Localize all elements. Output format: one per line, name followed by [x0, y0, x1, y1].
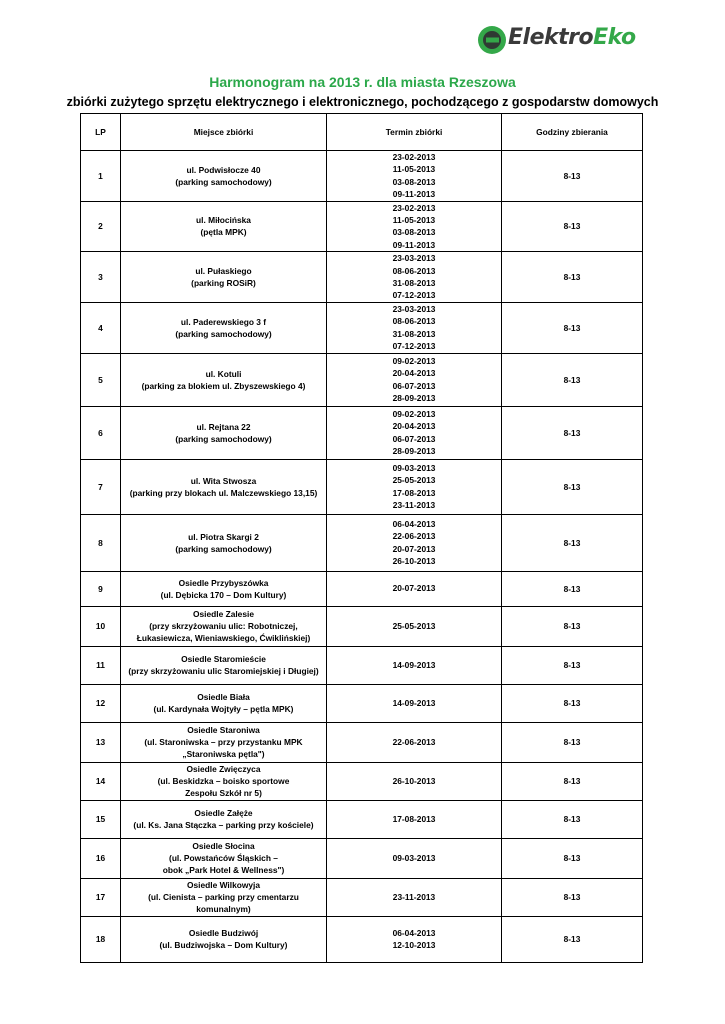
- place-line: (parking samochodowy): [175, 543, 272, 554]
- table-header-row: [81, 114, 643, 151]
- date-line: 07-12-2013: [392, 341, 436, 352]
- place-line: ul. Wita Stwosza: [190, 475, 257, 486]
- date-line: 14-09-2013: [392, 697, 436, 708]
- row-dates: [327, 201, 502, 252]
- row-hours: 8-13: [502, 151, 643, 202]
- place-line: Osiedle Słocina: [192, 841, 255, 851]
- place-line: (parking samochodowy): [175, 176, 272, 187]
- row-lp: 9: [81, 571, 121, 606]
- date-line: 11-05-2013: [392, 215, 436, 226]
- date-line: 06-07-2013: [392, 380, 436, 391]
- row-hours: 8-13: [502, 762, 643, 800]
- row-dates: [327, 838, 502, 878]
- place-line: ul. Miłocińska: [196, 215, 251, 226]
- row-dates: [327, 514, 502, 571]
- date-line: 23-11-2013: [392, 499, 436, 510]
- row-lp: 14: [81, 762, 121, 800]
- row-dates: [327, 459, 502, 514]
- date-line: 08-06-2013: [392, 316, 436, 327]
- row-hours: 8-13: [502, 722, 643, 762]
- schedule-table: [80, 113, 643, 963]
- place-line: (przy skrzyżowaniu ulic Staromiejskiej i Długiej): [128, 666, 319, 676]
- table-row: [81, 916, 643, 962]
- table-row: [81, 302, 643, 353]
- date-line: 22-06-2013: [392, 531, 436, 542]
- place-line: Osiedle Budziwój: [188, 928, 259, 938]
- document-title: Harmonogram na 2013 r. dla miasta Rzeszowa: [209, 74, 516, 90]
- row-lp: 18: [81, 916, 121, 962]
- row-dates: [327, 762, 502, 800]
- date-line: 25-05-2013: [392, 620, 436, 631]
- row-lp: 10: [81, 606, 121, 646]
- row-hours: 8-13: [502, 302, 643, 353]
- place-line: ul. Paderewskiego 3 f: [180, 316, 267, 327]
- place-line: ul. Rejtana 22: [196, 421, 251, 432]
- place-line: (ul. Cienista – parking przy cmentarzu: [148, 892, 299, 902]
- date-line: 28-09-2013: [392, 392, 436, 403]
- table-row: [81, 151, 643, 202]
- row-lp: 7: [81, 459, 121, 514]
- header-lp: LP: [81, 114, 121, 151]
- row-dates: [327, 916, 502, 962]
- row-place: [121, 684, 327, 722]
- row-lp: 5: [81, 353, 121, 406]
- place-line: (parking za blokiem ul. Zbyszewskiego 4): [141, 380, 306, 391]
- row-dates: [327, 684, 502, 722]
- place-line: (ul. Ks. Jana Stączka – parking przy kościele): [133, 820, 314, 830]
- header-dates: Termin zbiórki: [327, 114, 502, 151]
- place-line: Łukasiewicza, Wieniawskiego, Ćwiklińskiej): [136, 633, 311, 643]
- date-line: 20-04-2013: [392, 368, 436, 379]
- row-hours: 8-13: [502, 684, 643, 722]
- place-line: (ul. Budziwojska – Dom Kultury): [159, 940, 288, 950]
- place-line: Osiedle Zalesie: [193, 609, 254, 619]
- row-place: [121, 151, 327, 202]
- row-lp: 2: [81, 201, 121, 252]
- date-line: 26-10-2013: [392, 775, 436, 786]
- row-place: [121, 459, 327, 514]
- row-place: [121, 514, 327, 571]
- place-line: ul. Piotra Skargi 2: [188, 531, 259, 542]
- row-dates: [327, 151, 502, 202]
- date-line: 17-08-2013: [392, 487, 436, 498]
- row-lp: 4: [81, 302, 121, 353]
- row-lp: 11: [81, 646, 121, 684]
- date-line: 06-04-2013: [392, 927, 436, 938]
- date-line: 25-05-2013: [392, 475, 436, 486]
- row-dates: [327, 302, 502, 353]
- table-row: [81, 878, 643, 916]
- date-line: 31-08-2013: [392, 328, 436, 339]
- row-place: [121, 916, 327, 962]
- row-hours: 8-13: [502, 916, 643, 962]
- row-lp: 8: [81, 514, 121, 571]
- row-hours: 8-13: [502, 571, 643, 606]
- place-line: (ul. Beskidzka – boisko sportowe: [157, 776, 290, 786]
- row-dates: [327, 406, 502, 459]
- row-lp: 12: [81, 684, 121, 722]
- date-line: 20-07-2013: [392, 543, 436, 554]
- date-line: 17-08-2013: [392, 813, 436, 824]
- place-line: obok „Park Hotel & Wellness"): [162, 865, 285, 875]
- header-place: Miejsce zbiórki: [121, 114, 327, 151]
- date-line: 09-03-2013: [392, 852, 436, 863]
- table-row: [81, 201, 643, 252]
- row-lp: 16: [81, 838, 121, 878]
- row-place: [121, 252, 327, 303]
- row-hours: 8-13: [502, 459, 643, 514]
- row-place: [121, 722, 327, 762]
- table-row: [81, 514, 643, 571]
- place-line: Osiedle Staromieście: [181, 654, 266, 664]
- table-row: [81, 353, 643, 406]
- date-line: 09-11-2013: [392, 239, 436, 250]
- row-dates: [327, 800, 502, 838]
- place-line: (parking ROSiR): [191, 278, 256, 289]
- row-lp: 17: [81, 878, 121, 916]
- logo-e-icon: [477, 25, 507, 55]
- row-place: [121, 762, 327, 800]
- date-line: 31-08-2013: [392, 278, 436, 289]
- row-lp: 15: [81, 800, 121, 838]
- table-row: [81, 406, 643, 459]
- table-row: [81, 800, 643, 838]
- header-hours: Godziny zbierania: [502, 114, 643, 151]
- date-line: 26-10-2013: [392, 555, 436, 566]
- row-place: [121, 353, 327, 406]
- date-line: 14-09-2013: [392, 659, 436, 670]
- date-line: 22-06-2013: [392, 736, 436, 747]
- row-hours: 8-13: [502, 646, 643, 684]
- logo-part-2: Eko: [593, 25, 636, 50]
- place-line: ul. Pułaskiego: [195, 266, 252, 277]
- row-hours: 8-13: [502, 353, 643, 406]
- row-lp: 6: [81, 406, 121, 459]
- place-line: (pętla MPK): [200, 227, 247, 238]
- place-line: Osiedle Zwięczyca: [186, 764, 261, 774]
- logo-part-1: Elektro: [508, 25, 594, 50]
- date-line: 06-07-2013: [392, 433, 436, 444]
- row-hours: 8-13: [502, 800, 643, 838]
- row-hours: 8-13: [502, 514, 643, 571]
- date-line: 09-11-2013: [392, 189, 436, 200]
- place-line: (parking samochodowy): [175, 433, 272, 444]
- row-hours: 8-13: [502, 606, 643, 646]
- row-place: [121, 838, 327, 878]
- date-line: 23-02-2013: [392, 152, 436, 162]
- table-row: [81, 646, 643, 684]
- row-hours: 8-13: [502, 201, 643, 252]
- place-line: (ul. Dębicka 170 – Dom Kultury): [160, 589, 287, 600]
- row-hours: 8-13: [502, 878, 643, 916]
- row-place: [121, 800, 327, 838]
- date-line: 20-07-2013: [392, 583, 436, 594]
- row-place: [121, 606, 327, 646]
- row-dates: [327, 571, 502, 606]
- document-subtitle: zbiórki zużytego sprzętu elektrycznego i elektronicznego, pochodzącego z gospodarstw domowych: [66, 95, 659, 109]
- row-lp: 3: [81, 252, 121, 303]
- place-line: (parking przy blokach ul. Malczewskiego 13,15): [129, 487, 318, 498]
- date-line: 07-12-2013: [392, 290, 436, 301]
- date-line: 20-04-2013: [392, 421, 436, 432]
- place-line: (ul. Kardynała Wojtyły – pętla MPK): [153, 704, 294, 714]
- row-place: [121, 571, 327, 606]
- row-hours: 8-13: [502, 838, 643, 878]
- date-line: 08-06-2013: [392, 265, 436, 276]
- date-line: 09-02-2013: [392, 355, 436, 366]
- place-line: komunalnym): [196, 904, 251, 914]
- date-line: 23-03-2013: [392, 253, 436, 264]
- row-place: [121, 646, 327, 684]
- place-line: Osiedle Załęże: [194, 808, 253, 818]
- row-hours: 8-13: [502, 406, 643, 459]
- row-dates: [327, 722, 502, 762]
- place-line: (parking samochodowy): [175, 328, 272, 339]
- place-line: „Staroniwska pętla"): [182, 749, 265, 759]
- row-dates: [327, 353, 502, 406]
- date-line: 03-08-2013: [392, 227, 436, 238]
- row-dates: [327, 252, 502, 303]
- date-line: 23-03-2013: [392, 303, 436, 314]
- row-lp: 13: [81, 722, 121, 762]
- row-hours: 8-13: [502, 252, 643, 303]
- place-line: Zespołu Szkół nr 5): [185, 788, 262, 798]
- logo-wordmark: [508, 25, 636, 50]
- place-line: Osiedle Wilkowyja: [187, 880, 260, 890]
- place-line: Osiedle Biała: [197, 692, 250, 702]
- table-row: [81, 606, 643, 646]
- elektroeko-logo: [477, 24, 642, 56]
- place-line: Osiedle Staroniwa: [187, 725, 260, 735]
- place-line: Osiedle Przybyszówka: [178, 577, 269, 588]
- date-line: 12-10-2013: [392, 940, 436, 950]
- row-lp: 1: [81, 151, 121, 202]
- date-line: 11-05-2013: [392, 164, 436, 175]
- row-dates: [327, 646, 502, 684]
- date-line: 23-11-2013: [392, 891, 436, 902]
- table-row: [81, 838, 643, 878]
- row-place: [121, 406, 327, 459]
- table-row: [81, 571, 643, 606]
- row-place: [121, 302, 327, 353]
- table-row: [81, 762, 643, 800]
- date-line: 03-08-2013: [392, 176, 436, 187]
- place-line: ul. Podwisłocze 40: [186, 164, 261, 175]
- date-line: 28-09-2013: [392, 445, 436, 456]
- date-line: 09-03-2013: [392, 462, 436, 473]
- table-row: [81, 252, 643, 303]
- date-line: 06-04-2013: [392, 518, 436, 529]
- table-row: [81, 684, 643, 722]
- date-line: 09-02-2013: [392, 408, 436, 419]
- place-line: (ul. Powstańców Śląskich –: [169, 853, 278, 863]
- row-dates: [327, 606, 502, 646]
- table-row: [81, 722, 643, 762]
- table-row: [81, 459, 643, 514]
- date-line: 23-02-2013: [392, 202, 436, 213]
- place-line: (przy skrzyżowaniu ulic: Robotniczej,: [149, 621, 298, 631]
- row-place: [121, 878, 327, 916]
- row-place: [121, 201, 327, 252]
- place-line: (ul. Staroniwska – przy przystanku MPK: [144, 737, 303, 747]
- place-line: ul. Kotuli: [205, 368, 242, 379]
- row-dates: [327, 878, 502, 916]
